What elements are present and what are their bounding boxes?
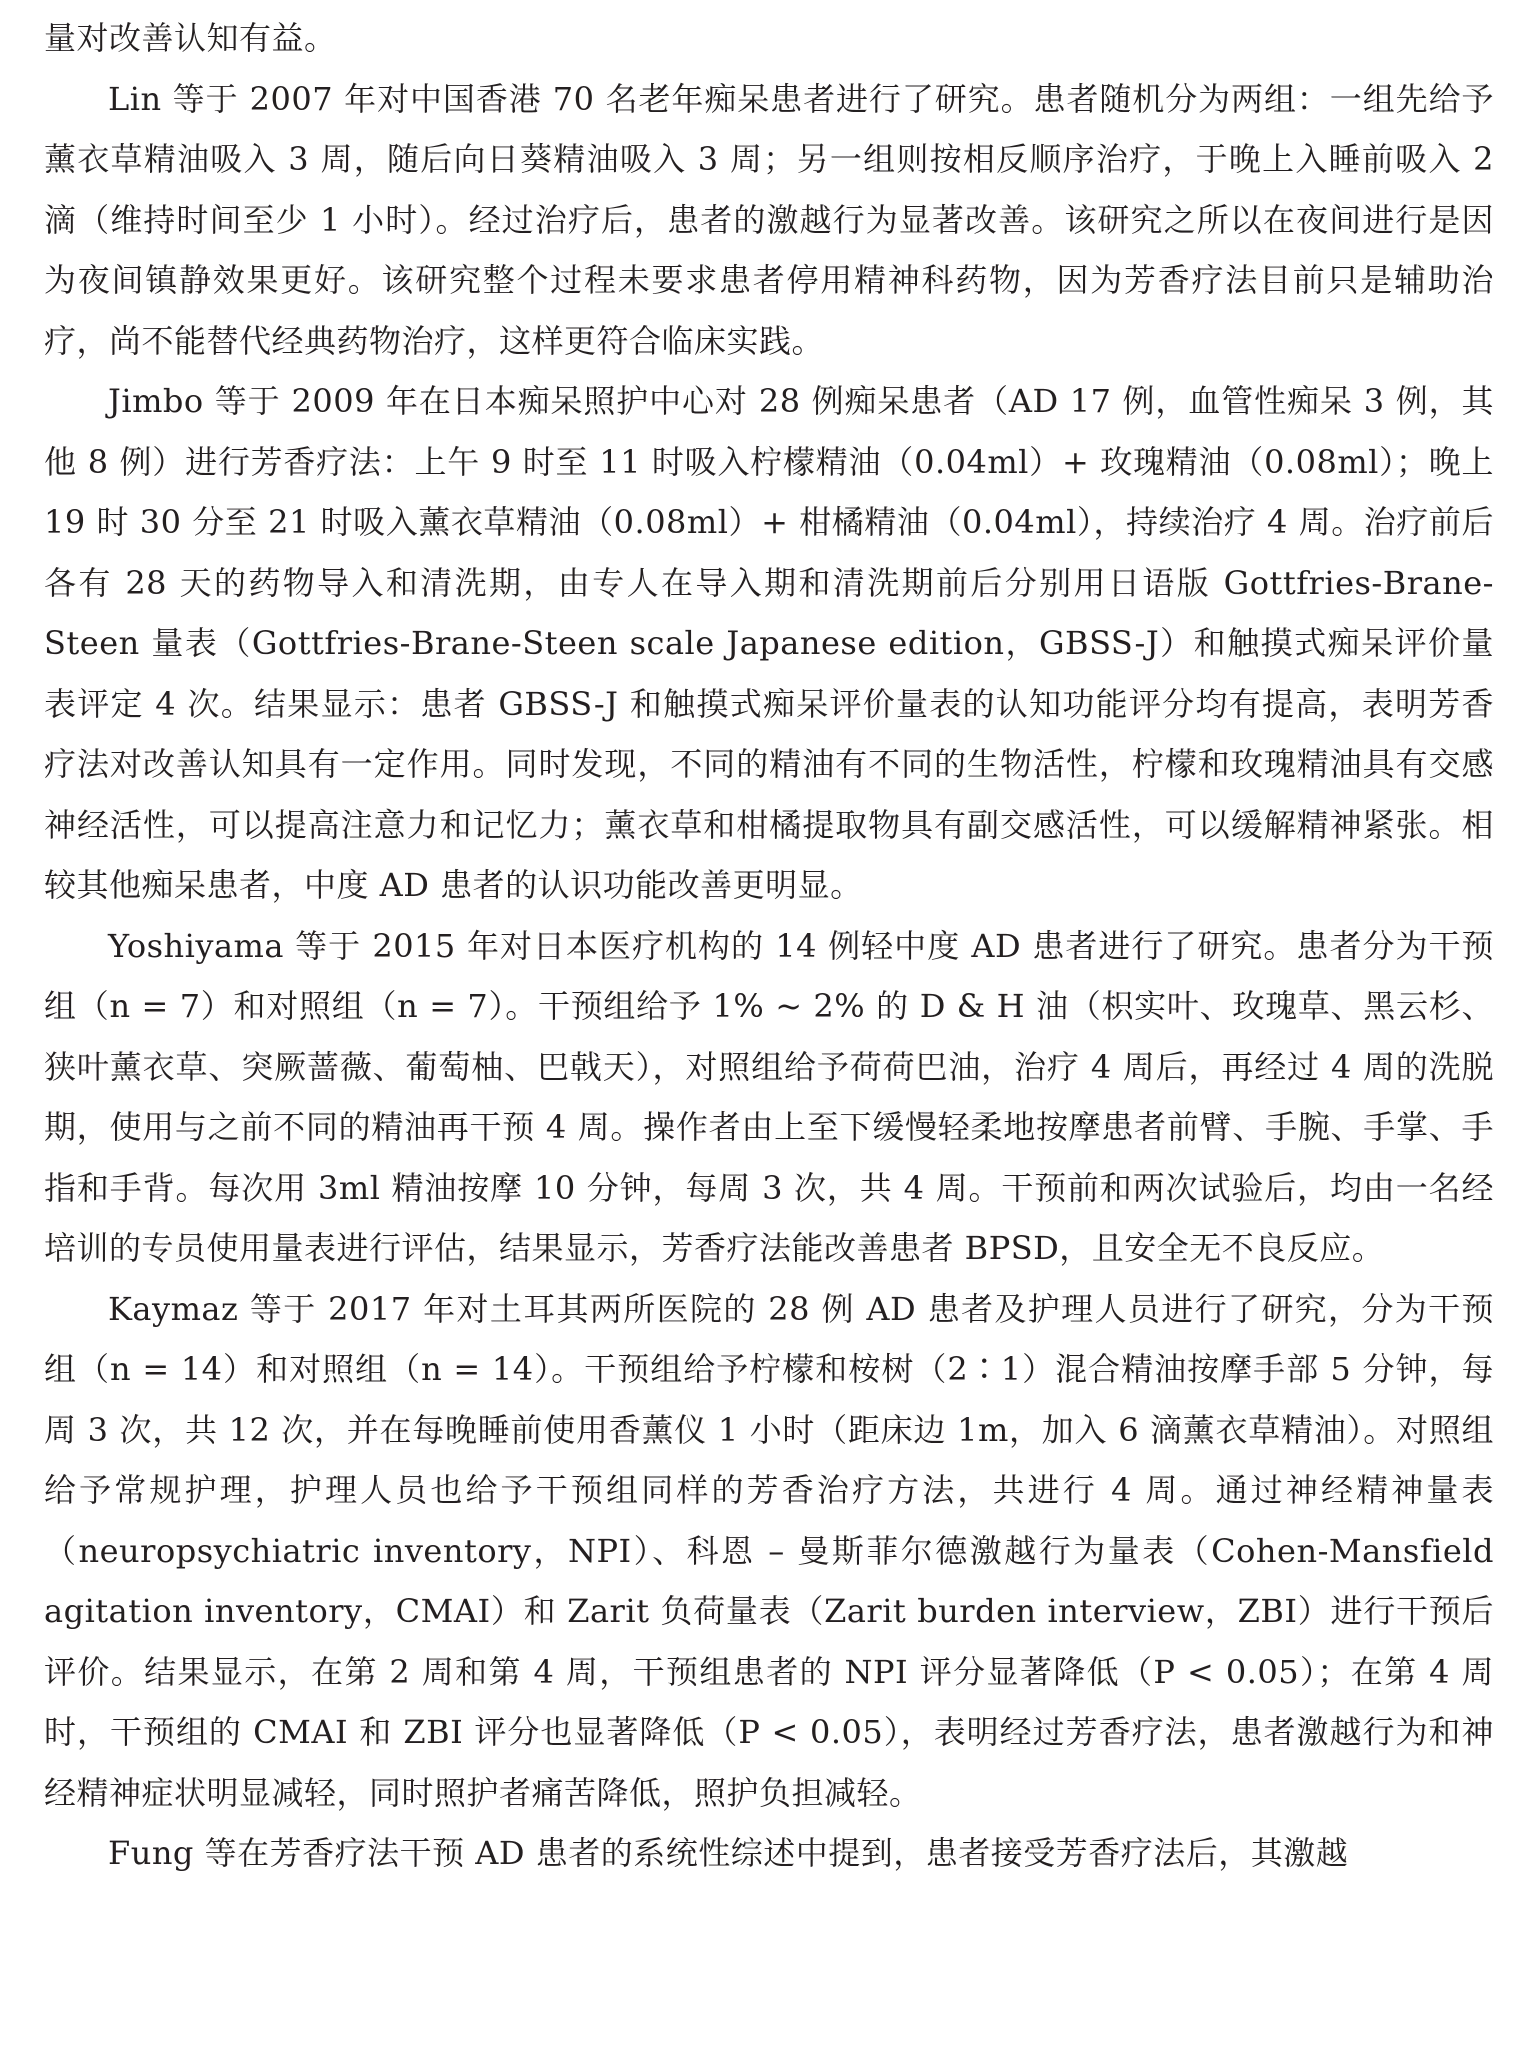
paragraph-kaymaz-study: Kaymaz 等于 2017 年对土耳其两所医院的 28 例 AD 患者及护理人员进行了研究，分为干预组（n = 14）和对照组（n = 14）。干预组给予柠檬和桉树（2∶1）混合精油按摩手部 5 分钟，每周 3 次，共 12 次，并在每晚睡前使用香薰仪 1 小时（距床边 1m，加入 6 滴薰衣草精油）。对照组给予常规护理，护理人员也给予干预组同样的芳香治疗方法，共进行 4 周。通过神经精神量表（neuropsychiatric inventory，NPI）、科恩 – 曼斯菲尔德激越行为量表（Cohen-Mansfield agitation inventory，CMAI）和 Zarit 负荷量表（Zarit burden interview，ZBI）进行干预后评价。结果显示，在第 2 周和第 4 周，干预组患者的 NPI 评分显著降低（P < 0.05）；在第 4 周时，干预组的 CMAI 和 ZBI 评分也显著降低（P < 0.05），表明经过芳香疗法，患者激越行为和神经精神症状明显减轻，同时照护者痛苦降低，照护负担减轻。 xyxy=(44,1289,1494,1812)
paragraph-continuation: 量对改善认知有益。 xyxy=(44,19,337,57)
paragraph-jimbo-study: Jimbo 等于 2009 年在日本痴呆照护中心对 28 例痴呆患者（AD 17 例，血管性痴呆 3 例，其他 8 例）进行芳香疗法：上午 9 时至 11 时吸入柠檬精油（0.04ml）+ 玫瑰精油（0.08ml）；晚上 19 时 30 分至 21 时吸入薰衣草精油（0.08ml）+ 柑橘精油（0.04ml），持续治疗 4 周。治疗前后各有 28 天的药物导入和清洗期，由专人在导入期和清洗期前后分别用日语版 Gottfries-Brane-Steen 量表（Gottfries-Brane-Steen scale Japanese edition，GBSS-J）和触摸式痴呆评价量表评定 4 次。结果显示：患者 GBSS-J 和触摸式痴呆评价量表的认知功能评分均有提高，表明芳香疗法对改善认知具有一定作用。同时发现，不同的精油有不同的生物活性，柠檬和玫瑰精油具有交感神经活性，可以提高注意力和记忆力；薰衣草和柑橘提取物具有副交感活性，可以缓解精神紧张。相较其他痴呆患者，中度 AD 患者的认识功能改善更明显。 xyxy=(44,382,1494,904)
paragraph-fung-review: Fung 等在芳香疗法干预 AD 患者的系统性综述中提到，患者接受芳香疗法后，其激越 xyxy=(108,1834,1349,1872)
paragraph-lin-study: Lin 等于 2007 年对中国香港 70 名老年痴呆患者进行了研究。患者随机分为两组：一组先给予薰衣草精油吸入 3 周，随后向日葵精油吸入 3 周；另一组则按相反顺序治疗，于晚上入睡前吸入 2 滴（维持时间至少 1 小时）。经过治疗后，患者的激越行为显著改善。该研究之所以在夜间进行是因为夜间镇静效果更好。该研究整个过程未要求患者停用精神科药物，因为芳香疗法目前只是辅助治疗，尚不能替代经典药物治疗，这样更符合临床实践。 xyxy=(44,79,1494,360)
document-page xyxy=(44,8,1494,1884)
paragraph-yoshiyama-study: Yoshiyama 等于 2015 年对日本医疗机构的 14 例轻中度 AD 患者进行了研究。患者分为干预组（n = 7）和对照组（n = 7）。干预组给予 1% ~ 2% 的 D & H 油（枳实叶、玫瑰草、黑云杉、狭叶薰衣草、突厥蔷薇、葡萄柚、巴戟天），对照组给予荷荷巴油，治疗 4 周后，再经过 4 周的洗脱期，使用与之前不同的精油再干预 4 周。操作者由上至下缓慢轻柔地按摩患者前臂、手腕、手掌、手指和手背。每次用 3ml 精油按摩 10 分钟，每周 3 次，共 4 周。干预前和两次试验后，均由一名经培训的专员使用量表进行评估，结果显示，芳香疗法能改善患者 BPSD，且安全无不良反应。 xyxy=(44,926,1494,1267)
